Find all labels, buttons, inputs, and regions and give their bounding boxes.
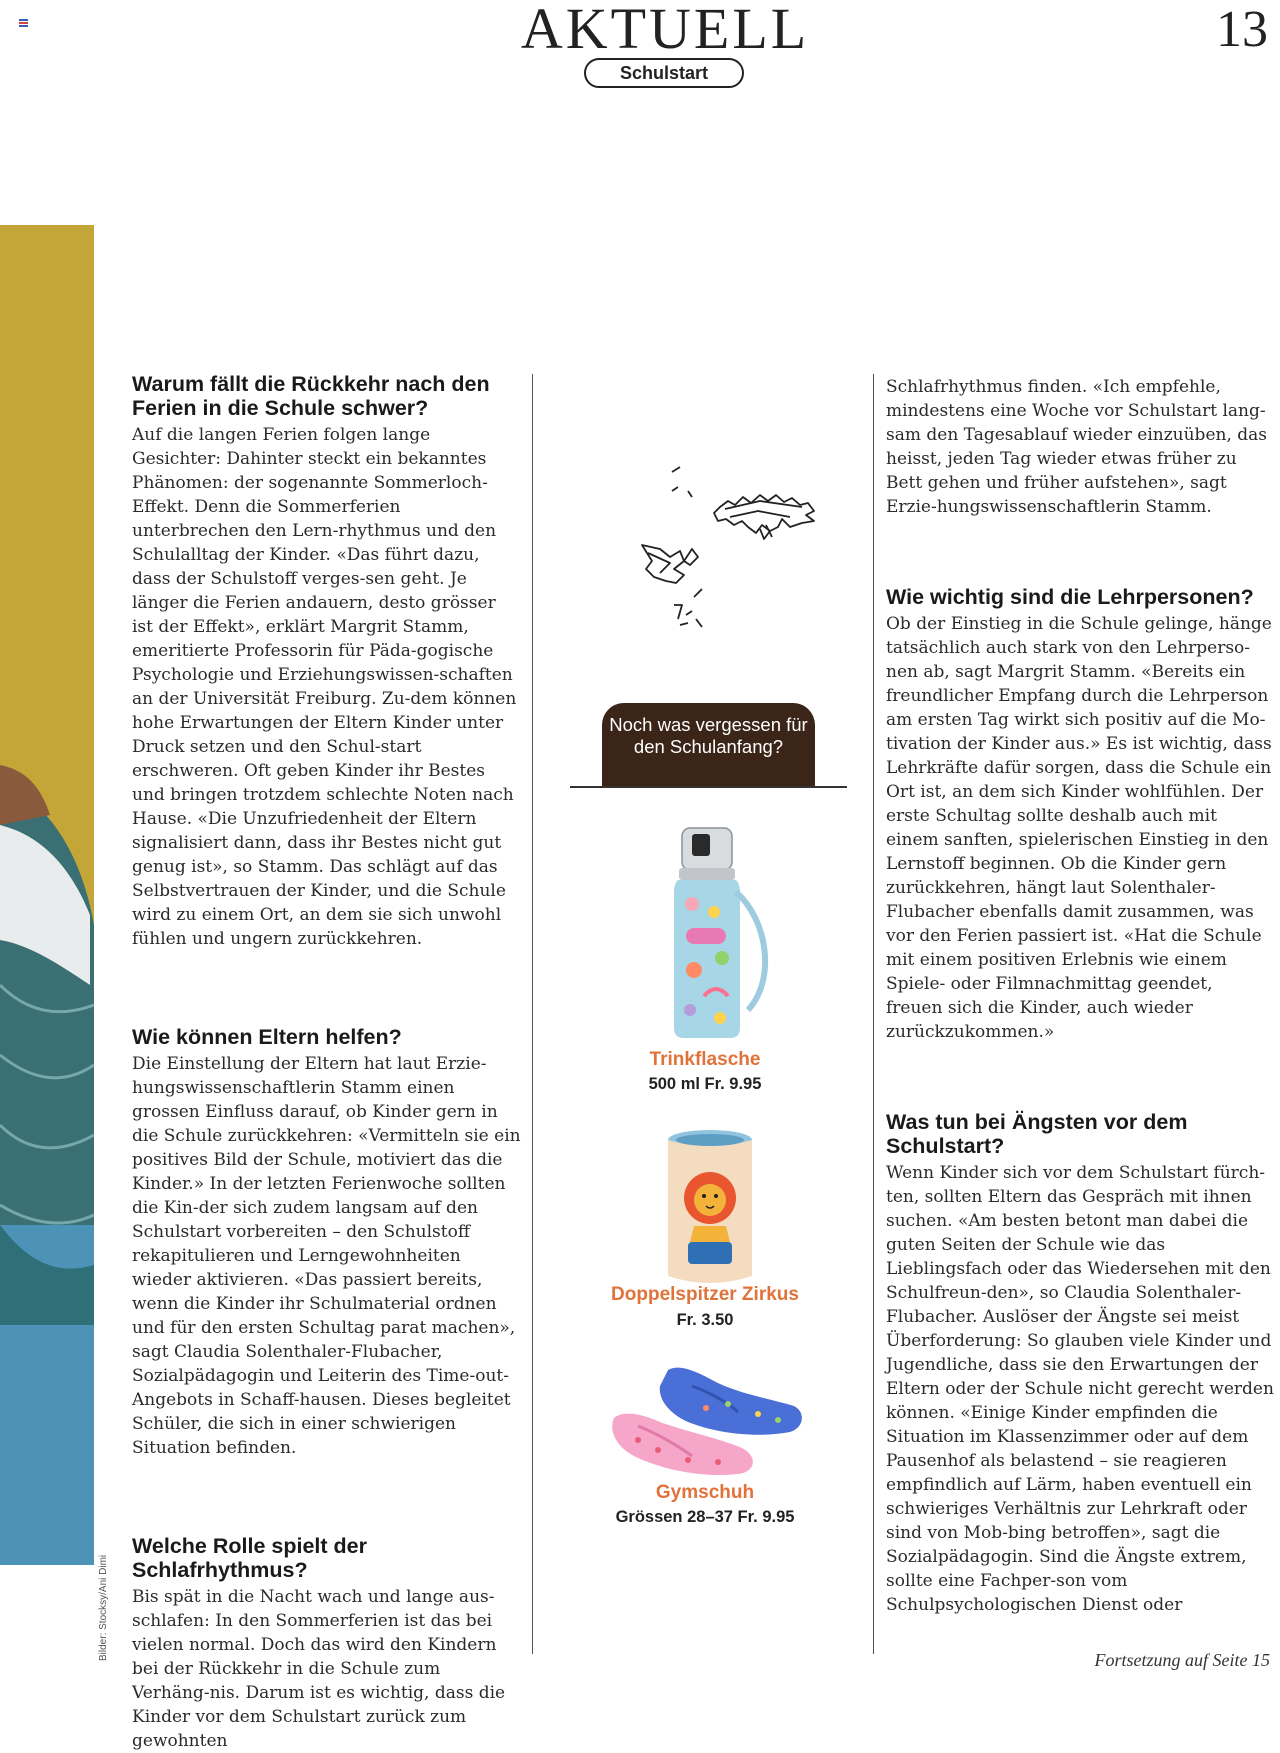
heading-rueckkehr: Warum fällt die Rückkehr nach den Ferien in die Schule schwer? [132,372,490,420]
column-divider-right [873,374,874,1654]
product-name-gymshoe: Gymschuh [655,1482,755,1503]
torn-paper-illustration [630,465,850,650]
body-lehrpersonen: Ob der Einstieg in die Schule gelinge, hänge tatsächlich auch stark von den Lehrperso-nen ab, sagt Margrit Stamm. «Bereits ein freundlicher Empfang durch die Lehrperson am ersten Tag wirkt sich positiv auf die Mo-tivation der Kinder aus.» Es ist wichtig, dass Lehrkräfte dafür sorgen, dass die Schule ein Ort ist, an dem sich Kinder wohlfühlen. Der erste Schultag sollte deshalb auch mit einem sanften, spielerischen Einstieg in den Lernstoff beginnen. Ob die Kinder gern zurückkehren, hängt laut Solenthaler-Flubacher ebenfalls damit zusammen, was vor den Ferien passiert ist. «Hat die Schule mit einem positiven Erlebnis wie einem Spiele- oder Filmnachmittag geendet, freuen sich die Kinder, auch wieder zurückzukommen.» [886,614,1272,1042]
body-rueckkehr: Auf die langen Ferien folgen lange Gesichter: Dahinter steckt ein bekanntes Phänomen: der sogenannte Sommerloch-Effekt. Denn die Sommerferien unterbrechen den Lern-rhythmus und den Schulalltag der Kinder. «Das führt dazu, dass der Schulstoff verges-sen geht. Je länger die Ferien andauern, desto grösser ist der Effekt», erklärt Margrit Stamm, emeritierte Professorin für Päda-gogische Psychologie und Erziehungswissen-schaften an der Universität Freiburg. Zu-dem können hohe Erwartungen der Eltern Kinder unter Druck setzen und den Schul-start erschweren. Oft geben Kinder ihr Bestes und bringen trotzdem schlechte Noten nach Hause. «Die Unzufriedenheit der Eltern signalisiert dann, dass ihr Bestes nicht gut genug ist», so Stamm. Das schlägt auf das Selbstvertrauen der Kinder, und die Schule wird zu einem Ort, an dem sie sich unwohl fühlen und ungern zurückkehren. [132,425,517,949]
body-eltern-helfen: Die Einstellung der Eltern hat laut Erzie-hungswissenschaftlerin Stamm einen grossen Einfluss darauf, ob Kinder gern in die Schule zurückkehren: «Vermitteln sie ein positives Bild der Schule, motiviert das die Kinder.» In der letzten Ferienwoche sollten die Kin-der sich zudem langsam auf den Schulstart vorbereiten – den Schulstoff rekapitulieren und Lerngewohnheiten wieder aktivieren. «Das passiert bereits, wenn die Kinder ihr Schulmaterial ordnen und für den ersten Schultag parat machen», sagt Claudia Solenthaler-Flubacher, Sozialpädagogin und Leiterin des Time-out-Angebots in Schaff-hausen. Dieses begleitet Schüler, die sich in einer schwierigen Situation befinden. [132,1054,521,1458]
article-column-right [886,375,1274,1617]
body-schlafrhythmus: Bis spät in die Nacht wach und lange aus-schlafen: In den Sommerferien ist das bei vielen normal. Doch das wird den Kindern bei der Rückkehr in die Schule zum Verhäng-nis. Darum ist es wichtig, dass die Kinder vor dem Schulstart zurück zum gewohnten [132,1587,506,1751]
page-number: 13 [1216,1,1268,58]
product-name-sharpener: Doppelspitzer Zirkus [611,1284,799,1305]
product-price-sharpener: Fr. 3.50 [676,1311,734,1329]
pencil-sharpener-image [664,1128,756,1288]
heading-aengste: Was tun bei Ängsten vor dem Schulstart? [886,1110,1188,1158]
photo-credit: Bilder: Stocksy/Ani Dimi [98,1554,109,1661]
product-price-bottle: 500 ml Fr. 9.95 [648,1075,762,1093]
heading-schlafrhythmus: Welche Rolle spielt der Schlafrhythmus? [132,1534,367,1582]
gym-shoes-image [608,1362,808,1482]
column-divider-left [532,374,533,1654]
child-photo [0,225,94,1565]
heading-lehrpersonen: Wie wichtig sind die Lehrpersonen? [886,585,1254,609]
body-aengste: Wenn Kinder sich vor dem Schulstart fürch-ten, sollten Eltern das Gespräch mit ihnen suchen. «Am besten betont man dabei die guten Seiten der Schule wie das Lieblingsfach oder das Wiedersehen mit den Schulfreun-den», so Claudia Solenthaler-Flubacher. Auslöser der Ängste sei meist Überforderung: So glauben viele Kinder und Jugendliche, dass sie den Erwartungen der Eltern oder der Schule nicht gerecht werden können. «Einige Kinder empfinden die Situation im Klassenzimmer oder auf dem Pausenhof als belastend – sie reagieren empfindlich auf Lärm, haben eventuell ein schwieriges Verhältnis zur Lehrkraft oder sind von Mob-bing betroffen», sagt die Sozialpädagogin. Sind die Ängste extrem, sollte eine Fachper-son vom Schulpsychologischen Dienst oder [886,1163,1274,1615]
section-title: AKTUELL [520,0,810,61]
heading-eltern-helfen: Wie können Eltern helfen? [132,1025,402,1049]
body-schlafrhythmus-continued: Schlafrhythmus finden. «Ich empfehle, mindestens eine Woche vor Schulstart lang-sam den Tagesablauf wieder einzuüben, das heisst, jeden Tag wieder etwas früher zu Bett gehen und früher aufstehen», sagt Erzie-hungswissenschaftlerin Stamm. [886,377,1267,517]
product-price-gymshoe: Grössen 28–37 Fr. 9.95 [615,1508,795,1526]
product-name-bottle: Trinkflasche [649,1049,761,1070]
article-column-left [132,372,522,1753]
promo-divider [570,786,847,788]
water-bottle-image [664,820,774,1042]
continuation-note: Fortsetzung auf Seite 15 [1094,1650,1270,1670]
section-tag: Schulstart [584,58,744,88]
shopping-tip-box: Noch was vergessen für den Schulanfang? [602,703,815,787]
